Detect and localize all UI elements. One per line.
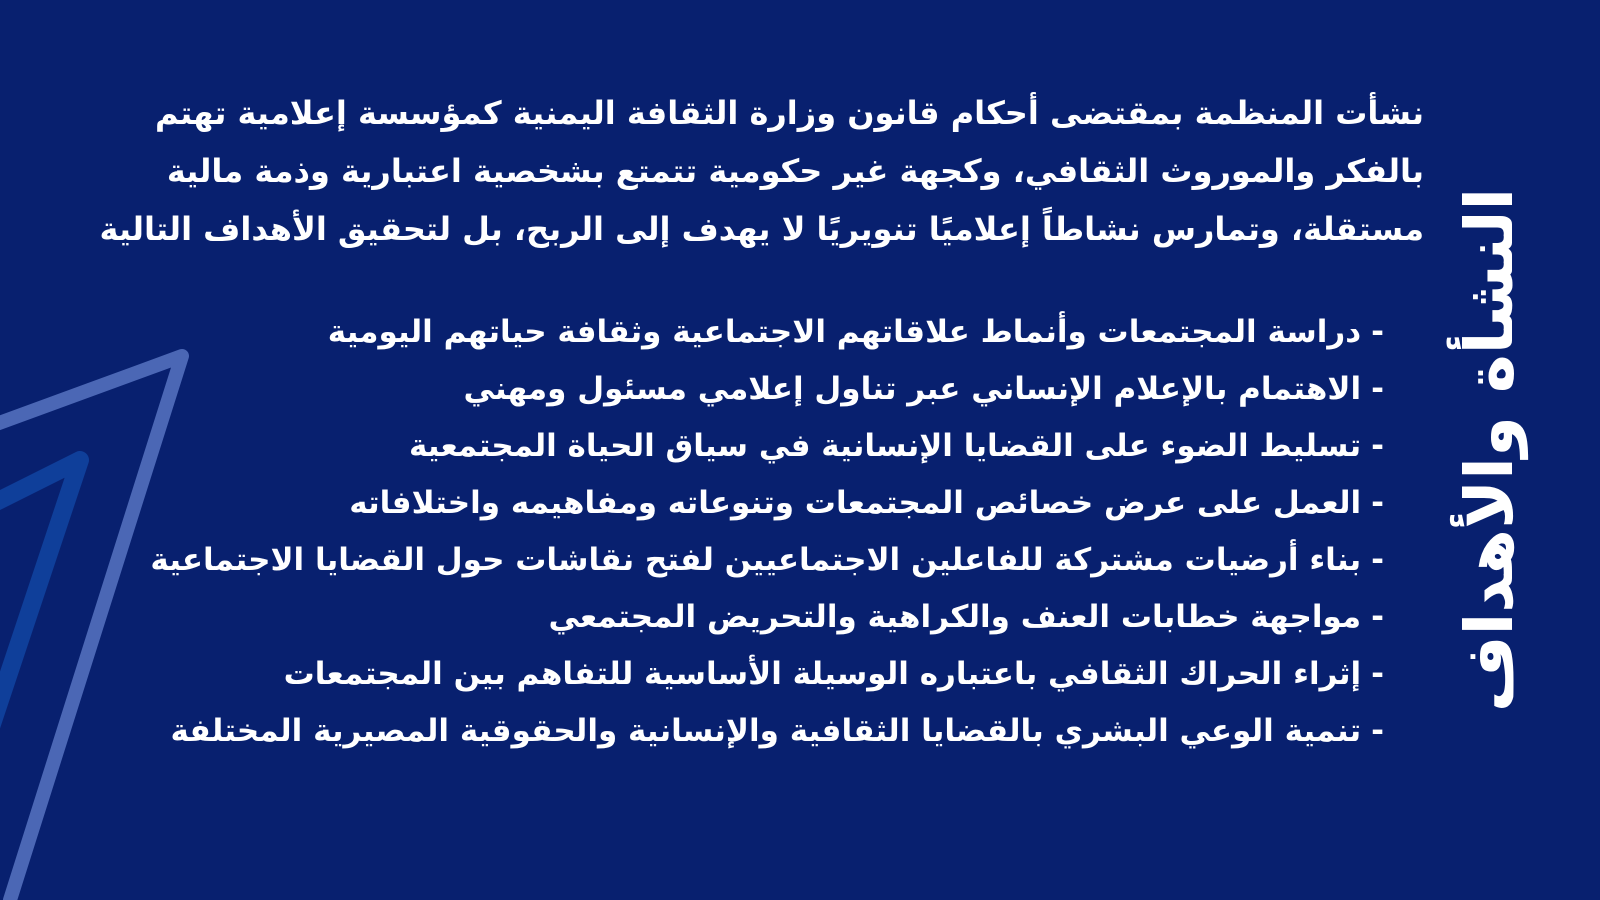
goal-text: تنمية الوعي البشري بالقضايا الثقافية والإنسانية والحقوقية المصيرية المختلفة <box>170 713 1362 749</box>
goal-dash: - <box>1371 713 1384 749</box>
goal-item <box>54 532 1384 589</box>
goal-item <box>54 646 1384 703</box>
goal-dash: - <box>1371 371 1384 407</box>
side-title: النشأة والأهداف <box>1450 187 1528 713</box>
goal-dash: - <box>1371 542 1384 578</box>
goal-text: الاهتمام بالإعلام الإنساني عبر تناول إعلامي مسئول ومهني <box>463 371 1362 407</box>
goal-item <box>54 361 1384 418</box>
main-content <box>54 84 1424 760</box>
goal-item <box>54 703 1384 760</box>
goal-dash: - <box>1371 314 1384 350</box>
goal-text: إثراء الحراك الثقافي باعتباره الوسيلة الأساسية للتفاهم بين المجتمعات <box>283 656 1362 692</box>
goal-dash: - <box>1371 485 1384 521</box>
goal-text: العمل على عرض خصائص المجتمعات وتنوعاته ومفاهيمه واختلافاته <box>349 485 1362 521</box>
goal-item <box>54 475 1384 532</box>
goal-dash: - <box>1371 428 1384 464</box>
goal-item <box>54 589 1384 646</box>
goal-item <box>54 418 1384 475</box>
goals-list <box>54 304 1424 760</box>
goal-text: دراسة المجتمعات وأنماط علاقاتهم الاجتماعية وثقافة حياتهم اليومية <box>327 314 1362 350</box>
goal-item <box>54 304 1384 361</box>
goal-text: تسليط الضوء على القضايا الإنسانية في سياق الحياة المجتمعية <box>408 428 1362 464</box>
goal-text: مواجهة خطابات العنف والكراهية والتحريض المجتمعي <box>548 599 1362 635</box>
goal-dash: - <box>1371 599 1384 635</box>
goal-text: بناء أرضيات مشتركة للفاعلين الاجتماعيين لفتح نقاشات حول القضايا الاجتماعية <box>150 542 1362 578</box>
intro-paragraph: نشأت المنظمة بمقتضى أحكام قانون وزارة الثقافة اليمنية كمؤسسة إعلامية تهتم بالفكر والموروث الثقافي، وكجهة غير حكومية تتمتع بشخصية اعتبارية وذمة مالية مستقلة، وتمارس نشاطاً إعلاميًا تنويريًا لا يهدف إلى الربح، بل لتحقيق الأهداف التالية <box>99 94 1424 248</box>
goal-dash: - <box>1371 656 1384 692</box>
